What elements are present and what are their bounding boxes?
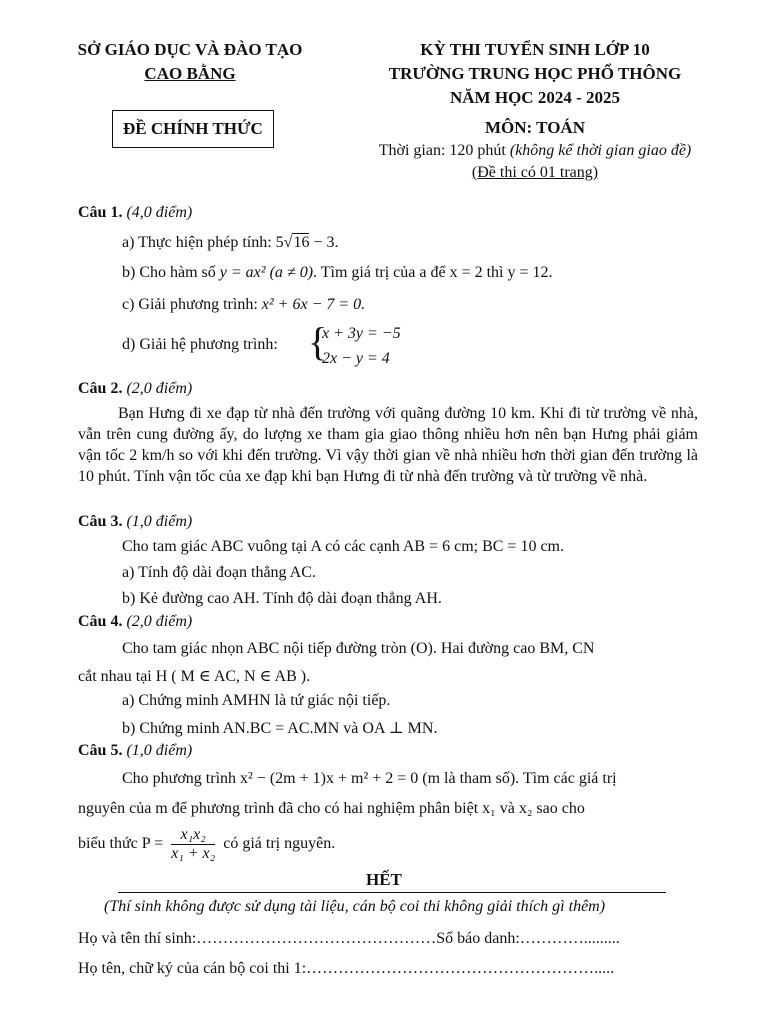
department-header bbox=[40, 38, 340, 86]
q4-points: (2,0 điểm) bbox=[126, 613, 193, 630]
q4-heading bbox=[78, 613, 192, 631]
exam-page-count: (Đề thi có 01 trang) bbox=[471, 164, 599, 181]
q1a-rest: − 3. bbox=[309, 234, 339, 251]
department-name: SỞ GIÁO DỤC VÀ ĐÀO TẠO bbox=[77, 40, 303, 59]
exam-time bbox=[340, 140, 730, 162]
q5-line2: nguyên của m để phương trình đã cho có hai nghiệm phân biệt x₁ và x₂ sao cho bbox=[78, 800, 585, 817]
q5-points: (1,0 điểm) bbox=[126, 742, 193, 759]
candidate-info-line: Họ và tên thí sinh:………………………………………Số báo danh:…………......... bbox=[78, 930, 620, 947]
q5-fraction-denominator: x₁ + x₂ bbox=[171, 845, 216, 862]
q3-points: (1,0 điểm) bbox=[126, 513, 193, 530]
exam-title: KỲ THI TUYỂN SINH LỚP 10 bbox=[420, 40, 650, 59]
proctor-signature-line: Họ tên, chữ ký của cán bộ coi thi 1:………………………………………………..... bbox=[78, 960, 615, 977]
q5-line3-rest: có giá trị nguyên. bbox=[219, 835, 336, 853]
q2-heading bbox=[78, 380, 192, 398]
q1b-math: y = ax² (a ≠ 0) bbox=[219, 264, 314, 281]
province-name: CAO BẰNG bbox=[144, 64, 236, 83]
exam-subject: MÔN: TOÁN bbox=[485, 118, 585, 137]
q1a-radicand: 16 bbox=[293, 234, 310, 251]
q1b-text: b) Cho hàm số bbox=[122, 264, 220, 281]
q4-intro-line2: cắt nhau tại H ( M ∈ AC, N ∈ AB ). bbox=[78, 668, 311, 685]
exam-time-note: (không kể thời gian giao đề) bbox=[509, 142, 692, 159]
q3-part-b: b) Kẻ đường cao AH. Tính độ dài đoạn thẳng AH. bbox=[122, 590, 442, 607]
q2-points: (2,0 điểm) bbox=[126, 380, 193, 397]
q1-part-d-label: d) Giải hệ phương trình: bbox=[122, 336, 278, 353]
official-exam-stamp: ĐỀ CHÍNH THỨC bbox=[112, 110, 274, 148]
exam-school-type: TRƯỜNG TRUNG HỌC PHỔ THÔNG bbox=[388, 64, 682, 83]
exam-year: NĂM HỌC 2024 - 2025 bbox=[450, 88, 620, 107]
q4-title: Câu 4. bbox=[78, 613, 123, 630]
exam-header bbox=[340, 38, 730, 184]
q3-title: Câu 3. bbox=[78, 513, 123, 530]
q5-title: Câu 5. bbox=[78, 742, 123, 759]
q5-line1: Cho phương trình x² − (2m + 1)x + m² + 2 = 0 (m là tham số). Tìm các giá trị bbox=[122, 770, 617, 787]
q3-intro: Cho tam giác ABC vuông tại A có các cạnh AB = 6 cm; BC = 10 cm. bbox=[122, 538, 564, 555]
exam-time-label: Thời gian: 120 phút bbox=[378, 142, 510, 159]
q1-title: Câu 1. bbox=[78, 204, 123, 221]
system-brace: { bbox=[308, 319, 328, 364]
sqrt-symbol: √ bbox=[283, 234, 293, 251]
q4-part-b: b) Chứng minh AN.BC = AC.MN và OA ⊥ MN. bbox=[122, 720, 438, 737]
q1a-coef: 5 bbox=[275, 234, 284, 251]
q1c-math: x² + 6x − 7 = 0. bbox=[261, 296, 366, 313]
q1a-text: a) Thực hiện phép tính: bbox=[122, 234, 276, 251]
end-marker: HẾT bbox=[360, 870, 408, 890]
q1c-text: c) Giải phương trình: bbox=[122, 296, 262, 313]
q1-part-b bbox=[122, 264, 553, 282]
q2-title: Câu 2. bbox=[78, 380, 123, 397]
q4-intro-line1: Cho tam giác nhọn ABC nội tiếp đường tròn (O). Hai đường cao BM, CN bbox=[122, 640, 595, 657]
q2-body: Bạn Hưng đi xe đạp từ nhà đến trường với quãng đường 10 km. Khi đi từ trường về nhà, vẫn trên cung đường ấy, do lượng xe tham gia giao thông nhiều hơn nên bạn Hưng phải giảm vận tốc 2 km/h so với khi đến trường. Vì vậy thời gian về nhà nhiều hơn thời gian đến trường là 10 phút. Tính vận tốc của xe đạp khi bạn Hưng đi từ nhà đến trường và từ trường về nhà. bbox=[78, 405, 698, 485]
q1d-eq2: 2x − y = 4 bbox=[322, 350, 390, 367]
footer-note: (Thí sinh không được sử dụng tài liệu, cán bộ coi thi không giải thích gì thêm) bbox=[104, 898, 606, 915]
q5-heading bbox=[78, 742, 192, 760]
q1d-eq1: x + 3y = −5 bbox=[322, 325, 401, 342]
q5-fraction bbox=[171, 826, 215, 863]
q3-part-a: a) Tính độ dài đoạn thẳng AC. bbox=[122, 564, 316, 581]
q1-part-c bbox=[122, 296, 365, 314]
q1-part-a bbox=[122, 234, 338, 252]
q4-part-a: a) Chứng minh AMHN là tứ giác nội tiếp. bbox=[122, 692, 391, 709]
q5-line3 bbox=[78, 826, 335, 863]
q5-expression-label: biểu thức P = bbox=[78, 835, 168, 853]
q1-points: (4,0 điểm) bbox=[126, 204, 193, 221]
q1b-rest: . Tìm giá trị của a để x = 2 thì y = 12. bbox=[313, 264, 553, 281]
q3-heading bbox=[78, 513, 192, 531]
q5-fraction-numerator: x₁x₂ bbox=[171, 826, 215, 845]
q1-heading bbox=[78, 204, 192, 222]
